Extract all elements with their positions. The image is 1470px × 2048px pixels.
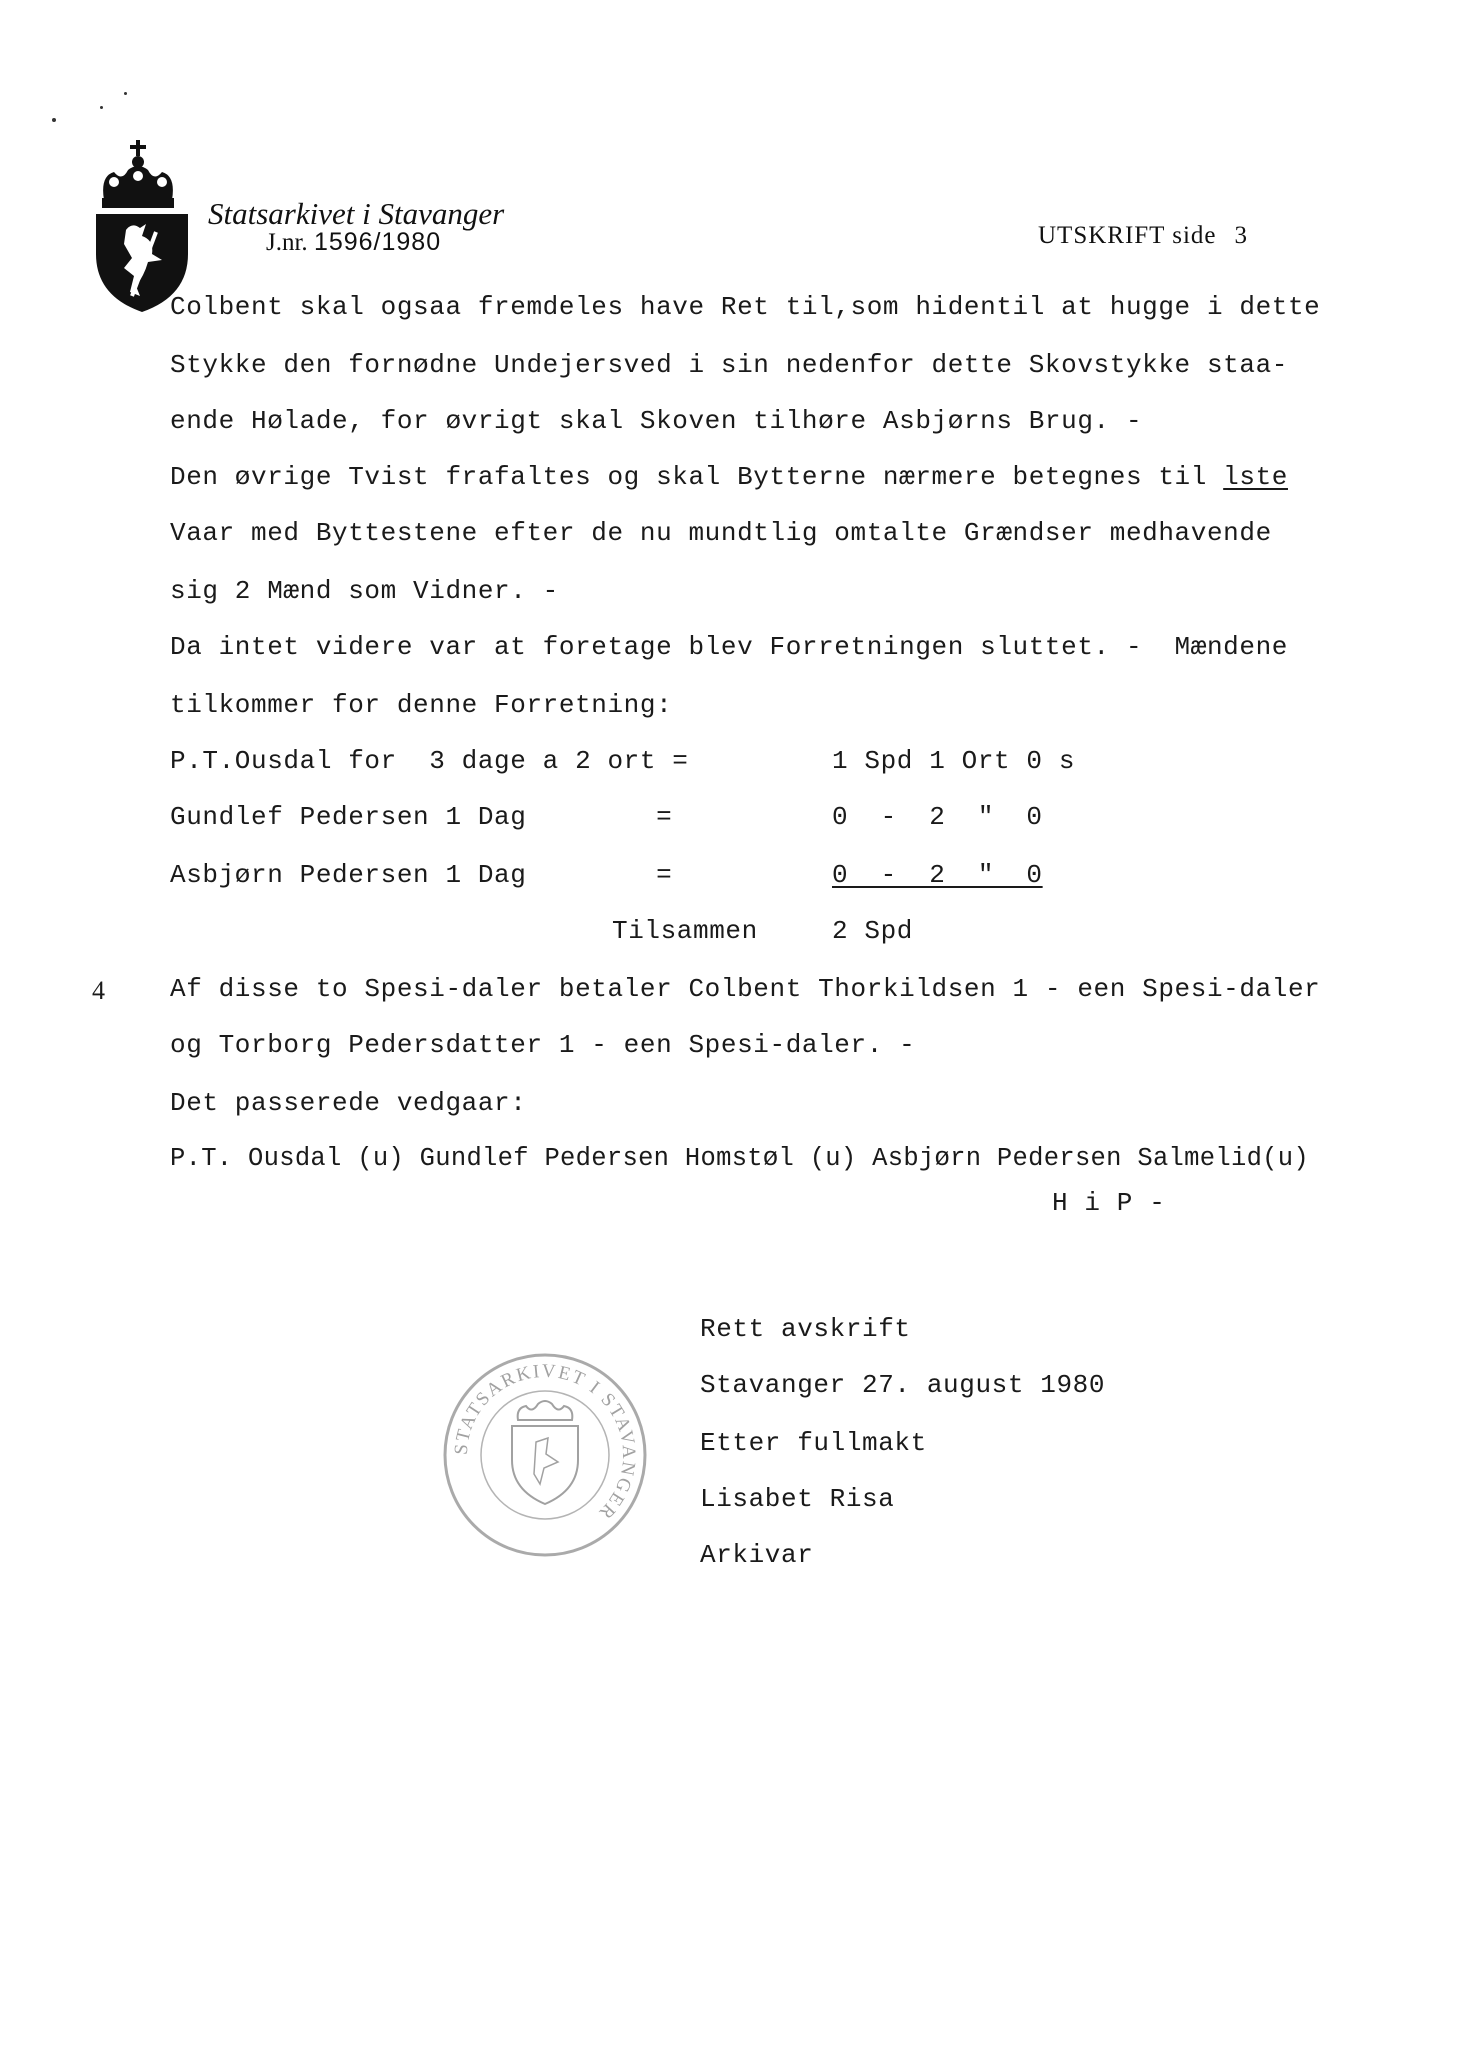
speck-mark — [100, 106, 103, 109]
hip-mark: H i P - — [1052, 1188, 1166, 1218]
fee-row-name: Asbjørn Pedersen 1 Dag = — [170, 860, 673, 890]
archive-stamp-icon — [440, 1350, 650, 1560]
signatories-line: P.T. Ousdal (u) Gundlef Pedersen Homstøl (u) Asbjørn Pedersen Salmelid(u) — [170, 1144, 1309, 1173]
text-line: Det passerede vedgaar: — [170, 1088, 527, 1118]
text-line: tilkommer for denne Forretning: — [170, 690, 673, 720]
fee-row-amount: 0 - 2 " 0 — [832, 860, 1043, 890]
text-line: Af disse to Spesi-daler betaler Colbent Thorkildsen 1 - een Spesi-daler — [170, 974, 1321, 1004]
text-line — [170, 462, 1288, 492]
svg-text:STATSARKIVET I STAVANGER — [451, 1361, 639, 1525]
place-date-line: Stavanger 27. august 1980 — [700, 1370, 1106, 1400]
text-line: og Torborg Pedersdatter 1 - een Spesi-daler. - — [170, 1030, 916, 1060]
jnr-label: J.nr. — [266, 229, 308, 256]
fee-row-amount: 0 - 2 " 0 — [832, 802, 1043, 832]
page-number: 3 — [1234, 222, 1249, 249]
margin-number: 4 — [92, 976, 105, 1005]
certification-line: Rett avskrift — [700, 1314, 911, 1344]
text-line-start: Den øvrige Tvist frafaltes og skal Bytterne nærmere betegnes til — [170, 462, 1224, 492]
text-line: ende Hølade, for øvrigt skal Skoven tilhøre Asbjørns Brug. - — [170, 406, 1143, 436]
signer-name: Lisabet Risa — [700, 1484, 895, 1514]
seal-text: STATSARKIVET I STAVANGER — [450, 1360, 640, 1525]
fee-row-amount: 1 Spd 1 Ort 0 s — [832, 746, 1076, 776]
signer-title: Arkivar — [700, 1540, 814, 1570]
speck-mark — [52, 118, 56, 122]
total-label: Tilsammen — [612, 916, 758, 946]
text-line: Stykke den fornødne Undejersved i sin nedenfor dette Skovstykke staa- — [170, 350, 1288, 380]
norwegian-coat-of-arms-icon — [92, 136, 194, 314]
archive-name: Statsarkivet i Stavanger — [208, 196, 505, 231]
page-indicator — [1038, 222, 1248, 250]
underlined-date-word: lste — [1223, 462, 1288, 492]
total-value: 2 Spd — [832, 916, 914, 946]
fee-row-name: Gundlef Pedersen 1 Dag = — [170, 802, 673, 832]
fee-row-name: P.T.Ousdal for 3 dage a 2 ort = — [170, 746, 689, 776]
text-line: Colbent skal ogsaa fremdeles have Ret til,som hidentil at hugge i dette — [170, 292, 1321, 322]
text-line: Vaar med Byttestene efter de nu mundtlig omtalte Grændser medhavende — [170, 518, 1272, 548]
text-line: Da intet videre var at foretage blev Forretningen sluttet. - Mændene — [170, 632, 1288, 662]
authority-line: Etter fullmakt — [700, 1428, 927, 1458]
journal-number — [266, 228, 441, 257]
speck-mark — [124, 92, 127, 95]
text-line: sig 2 Mænd som Vidner. - — [170, 576, 559, 606]
utskrift-label: UTSKRIFT side — [1038, 222, 1217, 249]
jnr-value: 1596/1980 — [313, 228, 442, 256]
